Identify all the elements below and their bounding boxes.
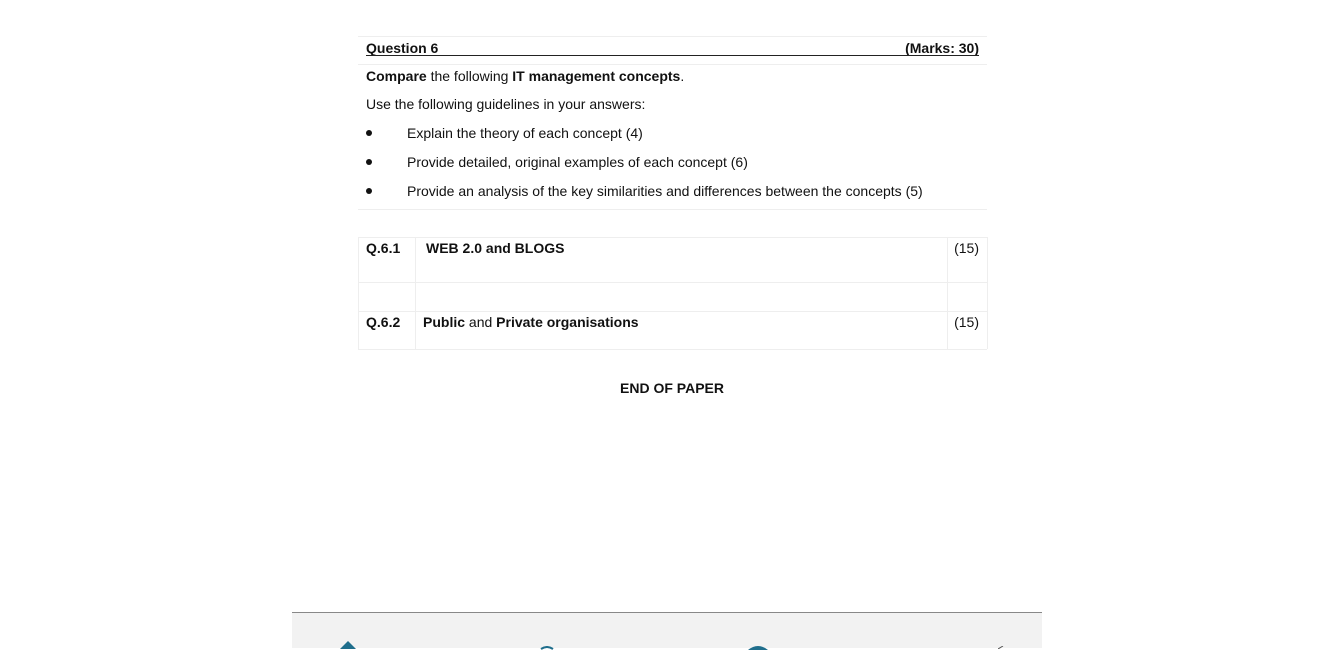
question-body (358, 64, 987, 210)
table-border (358, 349, 987, 350)
header-underline (366, 55, 979, 56)
guideline-text: Provide detailed, original examples of each concept (6) (407, 154, 748, 170)
subquestion-number: Q.6.1 (366, 240, 401, 256)
table-border (415, 237, 416, 349)
instruction-concepts: IT management concepts (512, 68, 681, 84)
logo-diamond-icon (340, 641, 356, 651)
bullet-icon (366, 130, 372, 136)
table-border (358, 237, 987, 238)
instruction-line (366, 68, 684, 84)
logo-mark-icon (998, 646, 1004, 649)
bullet-icon (366, 159, 372, 165)
question-marks: (Marks: 30) (905, 40, 979, 56)
bullet-icon (366, 188, 372, 194)
instruction-end: . (680, 68, 685, 84)
subquestion-number: Q.6.2 (366, 314, 401, 330)
question-header (358, 36, 987, 65)
guideline-text: Explain the theory of each concept (4) (407, 125, 643, 141)
instruction-middle: the following (426, 68, 513, 84)
subquestion-marks: (15) (954, 240, 979, 256)
end-of-paper: END OF PAPER (620, 380, 724, 396)
table-border (987, 237, 988, 349)
table-border (358, 282, 987, 283)
subquestion-marks: (15) (954, 314, 979, 330)
instruction-compare: Compare (366, 68, 427, 84)
label-private: Private organisations (496, 314, 639, 330)
question-title: Question 6 (366, 40, 439, 56)
guidelines-intro: Use the following guidelines in your answers: (366, 96, 646, 112)
table-border (947, 237, 948, 349)
subquestion-label (423, 314, 639, 330)
label-public: Public (423, 314, 466, 330)
logo-dome-icon (748, 645, 768, 650)
subquestion-table (358, 237, 987, 349)
subquestion-label: WEB 2.0 and BLOGS (426, 240, 565, 256)
table-border (358, 237, 359, 349)
table-border (358, 311, 987, 312)
guideline-text: Provide an analysis of the key similarities and differences between the concepts (5) (407, 183, 923, 199)
page-footer (292, 612, 1042, 648)
label-and: and (465, 314, 497, 330)
